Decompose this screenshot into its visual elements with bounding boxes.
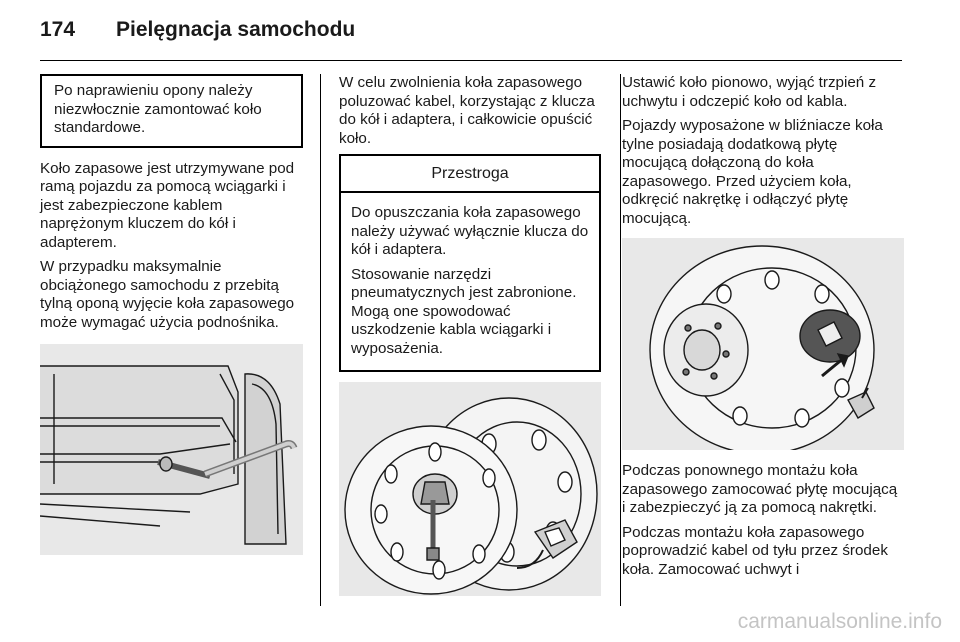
illustration-spare-wheel-removal	[339, 382, 601, 596]
note-text: Po naprawieniu opony należy niezwłocznie zamontować koło standardowe.	[54, 82, 262, 136]
column-divider	[620, 74, 621, 606]
paragraph: Podczas ponownego montażu koła zapasowego zamocować płytę mocującą i zabezpieczyć ją za pomocą nakrętki.	[622, 462, 898, 516]
mounting-plate-illustration	[622, 238, 904, 450]
note-box	[40, 74, 303, 148]
warning-paragraph: Stosowanie narzędzi pneumatycznych jest zabronione. Mogą one spowodować uszkodzenie kabla wciągarki i wyposażenia.	[351, 265, 577, 357]
warning-paragraph: Do opuszczania koła zapasowego należy używać wyłącznie klucza do kół i adaptera.	[351, 204, 589, 258]
warning-title: Przestroga	[341, 156, 599, 193]
paragraph: Podczas montażu koła zapasowego poprowadzić kabel od tyłu przez środek koła. Zamocować uchwyt i	[622, 523, 888, 578]
paragraph: W przypadku maksymalnie obciążonego samochodu z przebitą tylną oponą wyjęcie koła zapasowego może wymagać użycia podnośnika.	[40, 258, 295, 331]
paragraph: W celu zwolnienia koła zapasowego poluzować kabel, korzystając z klucza do kół i adaptera, i całkowicie opuścić koło.	[339, 74, 595, 147]
illustration-mounting-plate	[622, 238, 904, 450]
paragraph: Pojazdy wyposażone w bliźniacze koła tylne posiadają dodatkową płytę mocującą dołączoną do koła zapasowego. Przed użyciem koła, odkręcić nakrętkę i odłączyć płytę mocującą.	[622, 117, 883, 227]
warning-box	[339, 154, 601, 372]
paragraph: Ustawić koło pionowo, wyjąć trzpień z uchwytu i odczepić koło od kabla.	[622, 74, 877, 110]
column-2	[339, 74, 601, 596]
column-1	[40, 74, 303, 555]
page-number: 174	[40, 18, 76, 41]
chapter-title: Pielęgnacja samochodu	[116, 18, 356, 41]
watermark: carmanualsonline.info	[737, 610, 942, 633]
column-divider	[320, 74, 321, 606]
warning-body	[341, 193, 599, 370]
paragraph: Koło zapasowe jest utrzymywane pod ramą pojazdu za pomocą wciągarki i jest zabezpieczone kablem naprężonym kluczem do kół i adapterem.	[40, 159, 295, 251]
wrench-illustration	[40, 344, 303, 555]
illustration-wrench-under-vehicle	[40, 344, 303, 555]
column-3	[622, 74, 904, 585]
header-rule	[40, 60, 902, 61]
spare-wheel-illustration	[339, 382, 601, 596]
